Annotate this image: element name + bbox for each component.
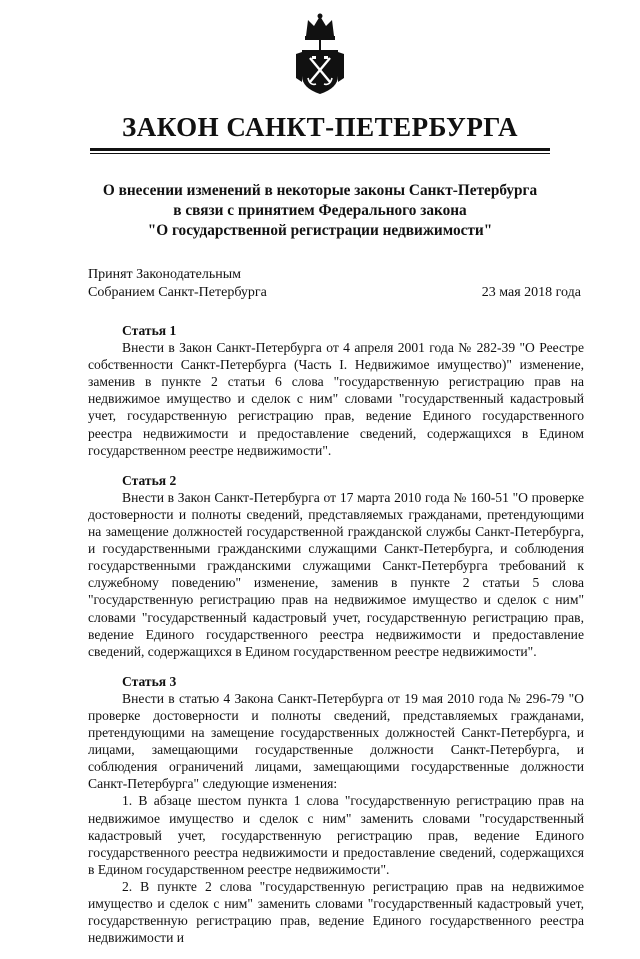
law-subject bbox=[60, 181, 580, 241]
article-2 bbox=[88, 472, 584, 660]
article-paragraph: 1. В абзаце шестом пункта 1 слова "государственную регистрацию прав на недвижимое имущество и сделок с ним" заменить словами "государственный кадастровый учет, государственную регистрацию прав, ведение Единого государственного реестра недвижимости и предоставление сведений, содержащихся в Едином государственном реестре недвижимости". bbox=[88, 793, 584, 877]
adopted-by bbox=[88, 266, 267, 302]
article-1 bbox=[88, 322, 584, 459]
subject-line: "О государственной регистрации недвижимости" bbox=[147, 222, 493, 239]
article-heading: Статья 1 bbox=[122, 323, 177, 338]
article-paragraph: Внести в Закон Санкт-Петербурга от 17 марта 2010 года № 160-51 "О проверке достоверности и полноты сведений, представляемых гражданами, претендующими на замещение должностей государственной гражданской службы Санкт-Петербурга, и государственными гражданскими служащими Санкт-Петербурга, и соблюдения государственными гражданскими служащими Санкт-Петербурга требований к служебному поведению" изменение, заменив в пункте 2 статьи 5 слова "государственную регистрацию прав на недвижимое имущество и сделок с ним" словами "государственный кадастровый учет, государственную регистрацию прав, ведение Единого государственного реестра недвижимости и предоставление сведений, содержащихся в Едином государственном реестре недвижимости". bbox=[88, 489, 584, 659]
adopted-date: 23 мая 2018 года bbox=[481, 285, 581, 300]
subject-line: О внесении изменений в некоторые законы Санкт-Петербурга bbox=[102, 182, 538, 199]
article-heading: Статья 3 bbox=[122, 673, 177, 689]
article-3 bbox=[88, 673, 584, 947]
article-heading: Статья 2 bbox=[122, 472, 177, 488]
article-paragraph: Внести в статью 4 Закона Санкт-Петербурга от 19 мая 2010 года № 296-79 "О проверке достоверности и полноты сведений, представляемых гражданами, претендующими на замещение государственных должностей Санкт-Петербурга, и лицами, замещающими государственные должности Санкт-Петербурга, и соблюдения ограничений лицами, замещающими государственные должности Санкт-Петербурга" следующие изменения: bbox=[88, 690, 584, 792]
adopted-line: Принят Законодательным bbox=[88, 267, 241, 282]
title-rule-thick bbox=[90, 148, 550, 151]
subject-line: в связи с принятием Федерального закона bbox=[173, 202, 467, 219]
article-paragraph: 2. В пункте 2 слова "государственную регистрацию прав на недвижимое имущество и сделок с ним" заменить словами "государственный кадастровый учет, государственную регистрацию прав, ведение Единого государственного реестра недвижимости и bbox=[88, 878, 584, 946]
adopted-line: Собранием Санкт-Петербурга bbox=[88, 285, 267, 300]
law-body bbox=[88, 322, 584, 959]
coat-of-arms-icon bbox=[292, 12, 348, 102]
article-paragraph: Внести в Закон Санкт-Петербурга от 4 апреля 2001 года № 282-39 "О Реестре собственности Санкт-Петербурга (Часть I. Недвижимое имущество)" изменение, заменив в пункте 2 статьи 6 слова "государственную регистрацию прав на недвижимое имущество и сделок с ним" словами "государственный кадастровый учет, государственную регистрацию прав, ведение Единого государственного реестра недвижимости и предоставление сведений, содержащихся в Едином государственном реестре недвижимости". bbox=[88, 340, 584, 458]
title-rule-thin bbox=[90, 153, 550, 154]
law-title: ЗАКОН САНКТ-ПЕТЕРБУРГА bbox=[121, 112, 519, 142]
